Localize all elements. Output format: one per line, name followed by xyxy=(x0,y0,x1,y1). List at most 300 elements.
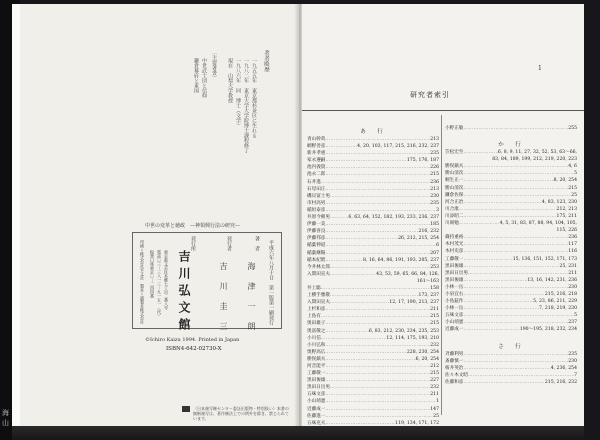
index-entry xyxy=(307,278,439,285)
index-entry-pages: 237 xyxy=(568,320,577,326)
leader-dots xyxy=(321,335,387,342)
index-entry-name: 木村茂光 xyxy=(445,242,464,248)
index-entry-name: 小山靖憲 xyxy=(307,399,326,405)
index-entry-pages: 26, 212, 215, 254 xyxy=(398,236,439,242)
index-entry xyxy=(445,326,577,333)
index-entry-name: 井原今朝男 xyxy=(307,215,330,221)
index-section-head: さ 行 xyxy=(498,343,524,350)
index-entry-name: 黒田俊雄 xyxy=(307,378,326,384)
index-entry-pages: 230 xyxy=(430,193,439,199)
index-entry xyxy=(445,305,577,312)
index-entry-name: 勝山清次 xyxy=(445,185,464,191)
leader-dots xyxy=(463,326,519,333)
index-entry xyxy=(307,200,439,207)
index-entry xyxy=(445,227,577,234)
index-entry-pages: 4, 6 xyxy=(568,164,577,170)
index-entry xyxy=(307,384,439,391)
index-entry-pages: 6, 63, 64, 152, 182, 193, 233, 236, 237 xyxy=(348,215,439,221)
index-entry xyxy=(307,398,439,405)
index-entry-pages: 232 xyxy=(430,342,439,348)
index-entry-pages: 25 xyxy=(571,192,577,198)
index-entry-name: 工藤敬一 xyxy=(445,256,464,262)
index-entry-pages: 5 xyxy=(574,171,577,177)
index-entry xyxy=(445,156,577,163)
index-entry-name: 佐藤進一 xyxy=(307,413,326,419)
index-entry-pages: 236 xyxy=(568,235,577,241)
index-entry xyxy=(445,248,577,255)
index-entry-pages: 207 xyxy=(430,250,439,256)
index-entry-name: 佐々木文昭 xyxy=(445,372,468,378)
index-entry xyxy=(307,306,439,313)
index-entry xyxy=(307,342,439,349)
author-line: 一九八二年 東京大学大学院博士課程修了 xyxy=(243,58,249,153)
leader-dots xyxy=(330,193,430,200)
index-entry-pages: 213 xyxy=(430,137,439,142)
index-entry xyxy=(445,199,577,206)
leader-dots xyxy=(463,291,544,298)
index-entry-name: 奥富敬之 xyxy=(307,328,326,334)
section-spacer xyxy=(445,132,577,140)
index-entry-pages: 158 xyxy=(430,285,439,291)
index-entry-name: 小泉宜右 xyxy=(445,291,464,297)
index-entry-pages: 161〜163 xyxy=(416,278,439,284)
leader-dots xyxy=(325,136,430,143)
index-entry-name: 青山幹哉 xyxy=(307,137,326,142)
index-entry-pages: 12, 114, 175, 193, 210 xyxy=(386,335,439,341)
index-entry xyxy=(445,298,577,305)
index-entry-pages: 253 xyxy=(430,264,439,270)
index-entry-pages: 15, 136, 151, 152, 171, 173 xyxy=(512,256,577,262)
index-entry xyxy=(307,377,439,384)
index-entry-pages: 147 xyxy=(430,406,439,412)
index-entry-name: 伊藤邦彦 xyxy=(307,236,326,242)
index-entry xyxy=(445,291,577,298)
index-entry-name: 木村史彦 xyxy=(445,249,464,255)
index-entry-name: 勝山清次 xyxy=(445,171,464,177)
leader-dots xyxy=(463,365,550,372)
leader-dots xyxy=(325,370,430,377)
index-entry xyxy=(445,263,577,270)
index-entry-name: 伊藤喜良 xyxy=(307,229,326,235)
index-entry-pages: 175, 211 xyxy=(556,213,577,219)
author-line: 一九五五年 東京都杉並区に生れる xyxy=(251,58,257,138)
leader-dots xyxy=(321,179,430,186)
leader-dots xyxy=(325,171,430,178)
index-entry xyxy=(307,313,439,320)
index-entry-pages: 215 xyxy=(430,314,439,320)
index-entry-name: 石井進 xyxy=(307,179,321,185)
index-entry xyxy=(445,277,577,284)
leader-dots xyxy=(325,406,430,413)
index-entry-pages: 4, 5, 31, 83, 87, 88, 94, 104, 105, xyxy=(499,221,577,227)
index-entry-name: 川添昭二 xyxy=(445,213,464,219)
index-entry-pages: 3 xyxy=(436,207,439,213)
leader-dots xyxy=(463,312,574,319)
index-entry xyxy=(445,241,577,248)
publisher-role: 発行者 xyxy=(226,236,232,251)
index-entry-name: 河音能平 xyxy=(307,364,326,369)
index-entry-pages: 211 xyxy=(430,392,439,398)
index-entry-pages: 8, 20, 254 xyxy=(553,178,577,184)
leader-dots xyxy=(325,257,363,264)
leader-dots xyxy=(463,284,568,291)
index-entry-pages: 211 xyxy=(568,270,577,276)
leader-dots xyxy=(325,164,430,171)
index-entry-pages: 83, 84, 189, 199, 212, 219, 220, 223 xyxy=(492,157,577,163)
author-name: 海 津 一 朗 xyxy=(247,262,256,332)
address-line: 振替口座東京〇－二四四番 xyxy=(150,250,155,298)
leader-dots xyxy=(463,213,556,220)
index-entry-pages: 6, 20, 254 xyxy=(415,356,439,362)
index-entry-pages: 211 xyxy=(430,307,439,313)
index-entry xyxy=(307,214,439,221)
leader-dots xyxy=(463,263,559,270)
leader-dots xyxy=(463,125,568,132)
index-entry-name: 今井林太郎 xyxy=(307,264,330,270)
index-entry-pages: 12, 17, 190, 213, 237 xyxy=(389,300,439,306)
index-entry-pages: 25 xyxy=(433,413,439,419)
index-entry-pages: 173, 237 xyxy=(418,293,439,299)
copy-notice: 〈日本複写権センター委託出版物・特別扱い〉本書の無断複写は、著作権法上での例外を除き、禁じられています。 xyxy=(193,406,289,421)
index-entry xyxy=(307,335,439,342)
index-entry xyxy=(445,319,577,326)
index-entry-name: 川岡勉 xyxy=(445,221,459,227)
spine-edge-label: 山 xyxy=(2,419,9,427)
index-entry-pages: 213 xyxy=(430,186,439,192)
index-entry xyxy=(307,285,439,292)
leader-dots xyxy=(325,235,398,242)
index-section-head: あ 行 xyxy=(360,129,386,135)
leader-dots xyxy=(325,413,433,420)
leader-dots xyxy=(325,328,368,335)
pub-date: 平成六年八月十日 第一版第一刷発行 xyxy=(268,240,274,325)
index-entry-pages: 7, 218, 219, 230 xyxy=(539,306,577,312)
page-bottom-shadow xyxy=(12,426,584,440)
index-entry-name: 佐藤和彦 xyxy=(445,379,464,385)
index-entry xyxy=(307,406,439,413)
index-entry-pages: 236 xyxy=(430,179,439,185)
leader-dots xyxy=(325,207,436,214)
leader-dots xyxy=(325,391,430,398)
index-entry-name: 黒田日出男 xyxy=(307,385,330,391)
index-entry-name: 黒田日出男 xyxy=(445,270,468,276)
index-entry-name: 上杉和彦 xyxy=(307,307,326,313)
leader-dots xyxy=(325,349,406,356)
index-entry-name: 池永二郎 xyxy=(307,172,326,178)
page-number: 1 xyxy=(538,65,542,72)
index-entry-name: 工藤敬一 xyxy=(307,371,326,377)
index-entry-name: 笠松宏至 xyxy=(445,150,464,156)
index-entry-pages: 175, 176, 187 xyxy=(406,158,439,164)
index-entry xyxy=(307,228,439,235)
publisher-house: 吉川弘文館 xyxy=(177,250,191,335)
index-entry-pages: 215 xyxy=(430,172,439,178)
index-entry xyxy=(307,242,439,249)
leader-dots xyxy=(463,319,568,326)
leader-dots xyxy=(330,264,430,271)
index-entry xyxy=(307,193,439,200)
leader-dots xyxy=(330,292,419,299)
isbn: ISBN4-642-02730-X xyxy=(166,346,222,352)
index-entry-name: 入間田宣夫 xyxy=(307,271,330,277)
author-line: 現在 山梨大学教授 xyxy=(227,58,233,103)
index-entry xyxy=(445,358,577,365)
series-title: 中世の変革と徳政 —神領興行法の研究— xyxy=(145,223,241,229)
index-entry-name: 小山靖憲 xyxy=(445,320,464,326)
index-entry-pages: 5, 23, 86, 211, 229 xyxy=(533,299,577,305)
index-entry-name: 石母田正 xyxy=(307,186,326,192)
index-entry-pages: 216, 232 xyxy=(418,229,439,235)
index-entry xyxy=(307,143,439,150)
page-edge-strip xyxy=(12,4,20,426)
leader-dots xyxy=(325,242,436,249)
index-entry xyxy=(445,177,577,184)
index-entry-pages: 255 xyxy=(568,126,577,131)
index-top-rule xyxy=(302,110,584,111)
index-entry-pages: 4, 83, 123, 230 xyxy=(541,199,577,205)
leader-dots xyxy=(325,363,430,370)
index-entry-pages: 230 xyxy=(568,284,577,290)
works-line: 鎌倉幕府と東国 xyxy=(193,58,199,93)
leader-dots xyxy=(459,206,557,213)
index-entry xyxy=(445,170,577,177)
index-entry-name: 河合正治 xyxy=(445,199,464,205)
leader-dots xyxy=(325,342,430,349)
index-entry-name: 五味文彦 xyxy=(445,313,464,319)
index-entry xyxy=(445,220,577,227)
leader-dots xyxy=(325,186,430,193)
index-entry-pages: 212 xyxy=(430,364,439,369)
leader-dots xyxy=(463,234,568,241)
index-entry-name: 勝俣鎮夫 xyxy=(445,164,464,170)
leader-dots xyxy=(463,177,553,184)
leader-dots xyxy=(463,248,568,255)
index-entry-name: 斎藤慎一 xyxy=(445,358,464,364)
index-entry xyxy=(445,213,577,220)
leader-dots xyxy=(463,305,539,312)
index-entry-pages: 235 xyxy=(430,200,439,206)
index-entry-name: 小島鉦作 xyxy=(445,299,464,305)
index-entry-pages: 13, 16, 142, 231, 236 xyxy=(527,277,577,283)
index-entry-name: 奥田雄子 xyxy=(307,321,326,327)
index-entry-pages: 230 xyxy=(568,358,577,364)
printer-line: 印刷＝株式会社平文社 製本＝誠製本株式会社 xyxy=(140,240,145,324)
index-entry-name: 奥野高広 xyxy=(307,349,326,355)
index-entry-name: 小野正敏 xyxy=(445,126,464,131)
index-entry-name: 近藤成一 xyxy=(445,327,464,333)
index-entry-pages: 215, 216, 232 xyxy=(544,379,577,385)
index-entry xyxy=(445,256,577,263)
index-entry-name: 稲葉伸道 xyxy=(307,243,326,249)
index-entry-name: 上島有 xyxy=(307,314,321,320)
index-entry xyxy=(307,150,439,157)
section-spacer xyxy=(445,334,577,342)
index-entry-name: 桜井英治 xyxy=(445,365,464,371)
index-entry xyxy=(307,413,439,420)
author-role: 著 者 xyxy=(254,236,260,251)
index-entry xyxy=(307,363,439,370)
leader-dots xyxy=(330,214,348,221)
address-line: 東京都文京区本郷七丁目二番八号 xyxy=(164,250,169,310)
index-entry xyxy=(445,206,577,213)
index-entry xyxy=(445,125,577,132)
works-label: 〔主要著書〕 xyxy=(211,50,217,80)
leader-dots xyxy=(325,306,430,313)
index-entry-pages: 8, 16, 64, 86, 191, 193, 205, 237 xyxy=(363,257,439,263)
index-entry-pages: 43, 53, 59, 65, 66, 84, 126, xyxy=(376,271,439,277)
index-entry xyxy=(307,157,439,164)
index-entry-name: 桐生正一 xyxy=(445,178,464,184)
column-divider xyxy=(441,115,442,415)
index-entry xyxy=(307,299,439,306)
index-entry-name: 黒田俊雄 xyxy=(445,263,464,269)
index-entry-pages: 227 xyxy=(430,378,439,384)
leader-dots xyxy=(463,199,542,206)
index-column-right xyxy=(445,125,577,386)
index-entry xyxy=(307,164,439,171)
index-column-left xyxy=(307,127,439,427)
index-entry xyxy=(445,163,577,170)
leader-dots xyxy=(325,143,357,150)
index-entry-name: 網野善彦 xyxy=(307,144,326,150)
index-entry xyxy=(445,351,577,358)
index-entry-name: 鎌倉佐保 xyxy=(445,192,464,198)
address-line: 電話〇三－三八一三－九一五一〈代〉 xyxy=(157,250,162,318)
index-entry-name: 稲葉継陽 xyxy=(307,250,326,256)
leader-dots xyxy=(325,320,430,327)
index-entry-pages: 115, 226 xyxy=(556,228,577,234)
leader-dots xyxy=(330,271,376,278)
leader-dots xyxy=(325,377,430,384)
index-entry xyxy=(307,264,439,271)
leader-dots xyxy=(463,351,568,358)
leader-dots xyxy=(463,192,571,199)
index-entry xyxy=(307,171,439,178)
index-entry xyxy=(307,186,439,193)
index-entry-name: 小川弘和 xyxy=(307,342,326,348)
index-entry-pages: 232 xyxy=(430,385,439,391)
index-entry xyxy=(445,192,577,199)
index-entry-pages: 7 xyxy=(574,372,577,378)
copyright-notice-mark xyxy=(182,406,190,412)
index-entry xyxy=(307,391,439,398)
leader-dots xyxy=(463,256,512,263)
index-entry-name: 五味克夫 xyxy=(307,420,326,426)
index-entry xyxy=(307,328,439,335)
leader-dots xyxy=(325,200,430,207)
index-entry-pages: 6, 83, 212, 230, 234, 235, 253 xyxy=(368,328,439,334)
leader-dots xyxy=(463,149,498,156)
leader-dots xyxy=(321,313,430,320)
leader-dots xyxy=(459,220,500,227)
index-entry xyxy=(445,365,577,372)
leader-dots xyxy=(463,163,568,170)
leader-dots xyxy=(463,241,568,248)
index-entry xyxy=(307,320,439,327)
index-entry-name: 伊藤一美 xyxy=(307,222,326,228)
index-entry xyxy=(307,136,439,143)
index-entry-pages: 215, 216, 218 xyxy=(544,291,577,297)
index-entry-name: 五味文彦 xyxy=(307,392,326,398)
index-entry xyxy=(445,312,577,319)
index-entry-name: 黒田俊雄 xyxy=(445,277,464,283)
leader-dots xyxy=(325,157,406,164)
index-entry-name: 池内義資 xyxy=(307,165,326,171)
index-entry-pages: 4, 236, 254 xyxy=(550,365,577,371)
index-entry-name: 近藤成一 xyxy=(307,406,326,412)
works-line: 中世武士団と信仰 xyxy=(201,58,207,98)
index-entry-pages: 185 xyxy=(430,222,439,228)
house-label: 発行所 xyxy=(190,236,196,251)
index-entry-name: 稲本紀昭 xyxy=(307,257,326,263)
index-entry-pages: 190〜195, 218, 232, 234 xyxy=(519,327,577,333)
leader-dots xyxy=(468,270,568,277)
spine-edge-label: 海 xyxy=(2,409,9,417)
index-entry-name: 磯貝富士男 xyxy=(307,193,330,199)
index-entry xyxy=(307,370,439,377)
index-title: 研究者索引 xyxy=(410,91,450,99)
leader-dots xyxy=(325,250,430,257)
leader-dots xyxy=(468,372,574,379)
index-entry-pages: 228, 230, 254 xyxy=(406,349,439,355)
index-entry-pages: 5 xyxy=(574,313,577,319)
index-entry-pages: 6 xyxy=(436,243,439,249)
leader-dots xyxy=(463,298,533,305)
leader-dots xyxy=(463,379,544,386)
index-entry xyxy=(307,250,439,257)
index-entry xyxy=(307,221,439,228)
index-entry xyxy=(307,356,439,363)
index-entry xyxy=(307,349,439,356)
leader-dots xyxy=(325,150,430,157)
index-entry-name: 家永遵嗣 xyxy=(307,158,326,164)
index-entry-pages: 235 xyxy=(430,151,439,157)
leader-dots xyxy=(321,285,430,292)
leader-dots xyxy=(325,221,430,228)
leader-dots xyxy=(325,356,415,363)
author-line: 一九八六年 同 博士（文学） xyxy=(235,58,241,128)
index-entry-pages: 215 xyxy=(568,185,577,191)
index-entry-pages: 6, 8, 9, 11, 27, 32, 52, 53, 63〜66, xyxy=(497,150,577,156)
leader-dots xyxy=(463,358,568,365)
index-entry-name: 小林一岳 xyxy=(445,306,464,312)
index-section-head: か 行 xyxy=(498,142,524,149)
index-entry xyxy=(445,149,577,156)
index-entry xyxy=(307,235,439,242)
leader-dots xyxy=(330,384,430,391)
index-entry-name: 入間田宣夫 xyxy=(307,300,330,306)
index-entry-pages: 226 xyxy=(430,165,439,171)
index-entry xyxy=(445,234,577,241)
index-entry-name: 上横手雅敬 xyxy=(307,293,330,299)
index-entry-pages: 235 xyxy=(568,351,577,357)
index-entry xyxy=(307,257,439,264)
leader-dots xyxy=(463,170,574,177)
leader-dots xyxy=(325,398,436,405)
leader-dots xyxy=(463,277,527,284)
publisher-name: 吉 川 圭 三 xyxy=(219,262,228,332)
index-entry-name: 井上聡 xyxy=(307,285,321,291)
index-entry-pages: 4, 20, 103, 117, 215, 216, 232, 237 xyxy=(357,144,439,150)
index-entry xyxy=(445,270,577,277)
index-entry-name: 稲垣泰彦 xyxy=(307,207,326,213)
index-entry-pages: 117 xyxy=(568,242,577,248)
index-entry xyxy=(445,379,577,386)
index-entry-name: 小川信 xyxy=(307,335,321,341)
index-entry xyxy=(445,372,577,379)
index-entry-pages: 215 xyxy=(430,371,439,377)
index-entry xyxy=(307,207,439,214)
